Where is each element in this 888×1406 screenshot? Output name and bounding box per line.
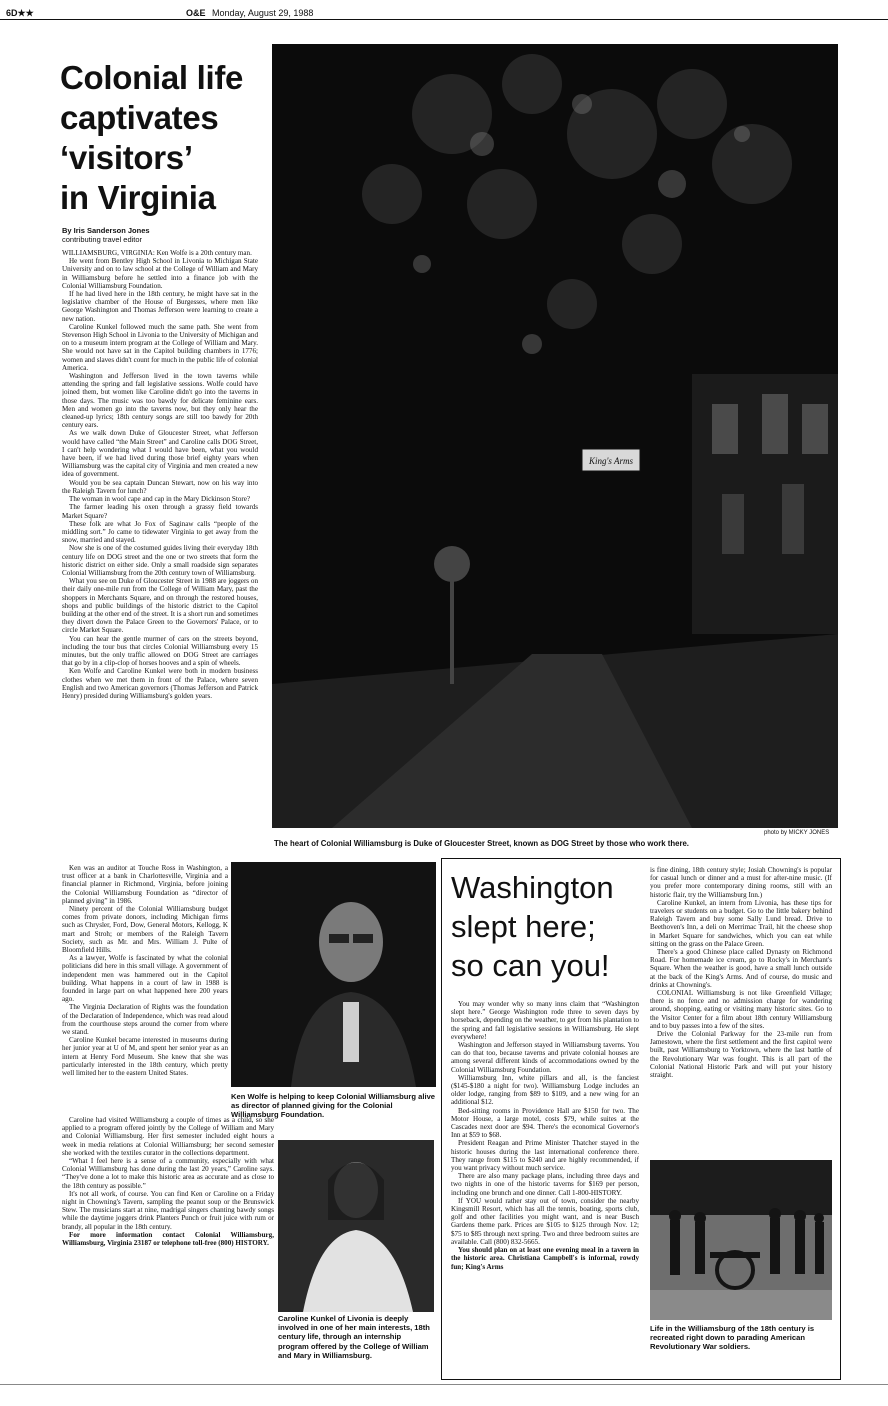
article-headline xyxy=(60,58,260,218)
tavern-sign: King's Arms xyxy=(588,456,634,466)
sidebar-paragraph: Williamsburg Inn, white pillars and all, is the fanciest ($145-$180 a night for two). Williamsburg Lodge includes an older lodge, ranging from $89 to $109, and a new wing for an additional $12. xyxy=(451,1073,639,1107)
soldiers-image xyxy=(650,1160,832,1320)
sidebar-headline xyxy=(451,868,631,985)
portrait-image xyxy=(231,862,436,1087)
article-paragraph: Caroline Kunkel became interested in museums during her junior year at U of M, and spent her senior year as an intern at Henry Ford Museum. She knew that she was particularly interested in the 18th century, which pretty well limited her to the eastern United States. xyxy=(62,1036,228,1078)
sidebar-paragraph: COLONIAL Williamsburg is not like Greenfield Village; there is no fence and no admission charge for wandering around, shopping, eating or visiting many historic sites. Go to the Visitor Center for a film about 18th century Williamsburg and to buy passes into a few of the sites. xyxy=(650,989,832,1030)
headline-line: in Virginia xyxy=(60,179,216,216)
article-paragraph: Washington and Jefferson lived in the town taverns while attending the spring and fall legislative sessions. Wolfe could have joined them, but women like Caroline didn't go into the taverns in those days. The music was too bawdy for delicate feminine ears. Men and women go into the taverns now, but they only hear the cleaned-up lyrics; 18th century songs are still too bawdy for 20th century ears. xyxy=(62,372,258,430)
kunkel-photo xyxy=(278,1140,434,1312)
sidebar-paragraph: Bed-sitting rooms in Providence Hall are $150 for two. The Motor House, a large motel, costs $79, while suites at the Cascades next door are $94. There's the economical Governor's Inn at $59 to $68. xyxy=(451,1106,639,1140)
byline-author: By Iris Sanderson Jones xyxy=(62,226,150,235)
wolfe-photo xyxy=(231,862,436,1087)
article-paragraph: He went from Bentley High School in Livonia to Michigan State University and on to law school at the College of William and Mary in Williamsburg before he settled into a finance job with the Colonial Williamsburg Foundation. xyxy=(62,257,258,290)
headline-line: Washington xyxy=(451,870,614,905)
sidebar-paragraph: There are also many package plans, including three days and two nights in one of the historic taverns for $169 per person, including one brunch and one dinner. Call 1-800-HISTORY. xyxy=(451,1172,639,1197)
article-paragraph: Ken was an auditor at Touche Ross in Washington, a trust officer at a bank in Charlottesville, Virginia and a financial planner in Richmond, Virginia, before joining the Colonial Williamsburg Foundation as “director of planned giving” in 1986. xyxy=(62,864,228,905)
soldiers-photo xyxy=(650,1160,832,1320)
sidebar-paragraph: Drive the Colonial Parkway for the 23-mile run from Jamestown, where the first settlement and the first capitol were built, past Williamsburg to Yorktown, where the last battle of the Revolutionary War was fought. This is all part of the Colonial National Historic Park and will put your history straight. xyxy=(650,1030,832,1080)
article-paragraph: Ninety percent of the Colonial Williamsburg budget comes from private donors, including Michigan firms such as Chrysler, Ford, Dow, General Motors, Kellogg, K mart and Stroh; or members of the Raleigh Tavern Society, such as Mr. and Mrs. William J. Pulte of Bloomfield Hills. xyxy=(62,905,228,955)
article-paragraph: Now she is one of the costumed guides living their everyday 18th century life on DOG street and the one or two streets that form the historic district on either side. Only a small roadside sign separates Colonial Williamsburg from the 20th century town of Williamsburg. xyxy=(62,544,258,577)
article-paragraph: It's not all work, of course. You can find Ken or Caroline on a Friday night in Chowning's Tavern, sampling the peanut soup or the Brunswick Stew. The musicians start at nine, madrigal singers chanting bawdy songs while the daytime joggers drink Planters Punch or fruit juice with rum or brandy, all popular in the 18th century. xyxy=(62,1189,274,1231)
article-paragraph: What you see on Duke of Gloucester Street in 1988 are joggers on their daily one-mile run from the College of William Mary, past the shoppers in Merchants Square, and on through the restored houses, shops and public buildings of the historic district to the Capitol building at the other end of the street. It is a short run and sometimes they divert down the Palace Green to the Governors' Palace, or to circle Market Square. xyxy=(62,577,258,635)
article-paragraph: If he had lived here in the 18th century, he might have sat in the legislative chamber of the House of Burgesses, where men like George Washington and Thomas Jefferson were learning to create a new nation. xyxy=(62,290,258,323)
article-column xyxy=(62,864,228,1114)
wolfe-caption: Ken Wolfe is helping to keep Colonial Williamsburg alive as director of planned giving for the Colonial Williamsburg Foundation. xyxy=(231,1092,436,1120)
article-paragraph: Ken Wolfe and Caroline Kunkel were both in modern business clothes when we met them in front of the Palace, where seven English and two American governors (Thomas Jefferson and Patrick Henry) presided during Williamsburg's golden years. xyxy=(62,667,258,700)
top-rule xyxy=(0,19,888,20)
kunkel-caption: Caroline Kunkel of Livonia is deeply involved in one of her main interests, 18th century life, through an internship program offered by the College of William and Mary in Williamsburg. xyxy=(278,1314,430,1360)
sidebar-paragraph: is fine dining, 18th century style; Josiah Chowning's is popular for casual lunch or dinner and a must for after-nine music. (If you prefer more contemporary dining rooms, still with an historic flair, try the Williamsburg Inn.) xyxy=(650,866,832,899)
byline-title: contributing travel editor xyxy=(62,235,143,244)
article-paragraph: Caroline had visited Williamsburg a couple of times as a child, so she applied to a program offered jointly by the College of William and Mary and Colonial Williamsburg. Her first semester included eight hours a week in media relations at Colonial Williamsburg; her second semester she worked with the textiles curator in the collections department. xyxy=(62,1116,274,1157)
article-paragraph: Caroline Kunkel followed much the same path. She went from Stevenson High School in Livonia to the University of Michigan and on to a museum intern program at the College of William and Mary. She would not have sat in the Capitol building chambers in 1776; women and slaves didn't count for much in the public life of colonial America. xyxy=(62,322,258,372)
issue-date: Monday, August 29, 1988 xyxy=(212,8,314,18)
headline-line: Colonial life xyxy=(60,59,244,96)
article-paragraph: The Virginia Declaration of Rights was the foundation of the Declaration of Independence, which was read aloud from the courthouse steps around the corner from where we stand. xyxy=(62,1003,228,1037)
sidebar-column xyxy=(451,1000,639,1374)
sidebar-column xyxy=(650,866,832,1156)
article-paragraph: The farmer leading his oxen through a grassy field towards Market Square? xyxy=(62,503,258,520)
portrait-image xyxy=(278,1140,434,1312)
article-paragraph: The woman in wool cape and cap in the Mary Dickinson Store? xyxy=(69,495,251,504)
article-paragraph: As we walk down Duke of Gloucester Street, what Jefferson would have called “the Main Street” and Caroline calls DOG Street, I can't help wondering what I would have been, what you would have been, if we had lived during those brief eighty years when Williamsburg was the capital city of Virginia and men created a new idea of government. xyxy=(62,429,258,479)
sidebar-paragraph: President Reagan and Prime Minister Thatcher stayed in the historic houses during the last international conference there. They range from $115 to $240 and are highly recommended, if you want privacy without much service. xyxy=(451,1139,639,1173)
byline xyxy=(62,226,150,244)
article-column xyxy=(62,1116,274,1378)
street-scene-image xyxy=(272,44,838,828)
headline-line: captivates xyxy=(60,99,219,136)
article-column xyxy=(62,249,258,862)
sidebar-paragraph: There's a good Chinese place called Dynasty on Richmond Road. For homemade ice cream, go to Rocky's in Merchant's Square. When the weather is good, have a small lunch outside at the back of the King's Arms. And of course, do music and drinks at Chowning's. xyxy=(650,948,832,989)
bottom-rule xyxy=(0,1384,888,1385)
article-paragraph: WILLIAMSBURG, VIRGINIA: Ken Wolfe is a 20th century man. xyxy=(62,249,252,257)
sidebar-paragraph: Washington and Jefferson stayed in Williamsburg taverns. You can do that too, because taverns and private colonial houses are among several different kinds of accommodations owned by the Colonial Williamsburg Foundation. xyxy=(451,1041,639,1074)
article-paragraph: For more information contact Colonial Williamsburg, Williamsburg, Virginia 23187 or telephone toll-free (800) HISTORY. xyxy=(62,1230,274,1248)
sidebar-paragraph: If YOU would rather stay out of town, consider the nearby Kingsmill Resort, which has all the tennis, boating, sports club, golf and other facilities you might want, and is near Busch Gardens theme park. Prices are $105 to $125 through Nov. 12; $75 to $85 through next spring. Two and three bedroom suites are available. Call (800) 832-5665. xyxy=(451,1196,639,1246)
main-photo xyxy=(272,44,838,828)
article-paragraph: You can hear the gentle murmer of cars on the streets beyond, including the tour bus that circles Colonial Williamsburg every 15 minutes, but the only traffic allowed on DOG Street are carriages that go by in a clip-clop of horses hooves and a spin of wheels. xyxy=(62,634,258,668)
headline-line: so can you! xyxy=(451,948,610,983)
sidebar-paragraph: Caroline Kunkel, an intern from Livonia, has these tips for travelers or students on a budget. Go to the little bakery behind Raleigh Tavern and buy some Sally Lund bread. Drive to Beethoven's Inn, a deli on Merrimac Trail, hit the cheese shop in Market Square for sandwiches, which you can eat while sitting on the grass on the Palace Green. xyxy=(650,898,832,948)
soldiers-caption: Life in the Williamsburg of the 18th century is recreated right down to parading American Revolutionary War soldiers. xyxy=(650,1324,815,1352)
article-paragraph: These folk are what Jo Fox of Saginaw calls “people of the middling sort.” Jo came to tidewater Virginia to get away from the snow, married and stayed. xyxy=(62,519,258,545)
sidebar-paragraph: You may wonder why so many inns claim that “Washington slept here.” George Washington rode three to seven days by horseback, depending on the weather, to get from his plantation to the spring and fall legislative sessions in Williamsburg. He slept everywhere! xyxy=(451,1000,639,1041)
photo-credit: photo by MICKY JONES xyxy=(764,830,830,836)
article-paragraph: As a lawyer, Wolfe is fascinated by what the colonial politicians did here in this small village. A government of independent men was hammered out in the Capitol building. What happens in a court of law in 1988 is founded in large part on what happened here 200 years ago. xyxy=(62,954,228,1004)
headline-line: slept here; xyxy=(451,909,596,944)
page-number: 6D★★ xyxy=(6,8,34,18)
headline-line: ‘visitors’ xyxy=(60,139,193,176)
article-paragraph: “What I feel here is a sense of a community, especially with what Colonial Williamsburg has done during the last 20 years,” Caroline says. “They've done a lot to make this historic area as accurate and as close to the 18th century as possible.” xyxy=(62,1157,274,1190)
section-name: O&E xyxy=(186,8,206,18)
sidebar-paragraph: You should plan on at least one evening meal in a tavern in the historic area. Christiana Campbell's is informal, rowdy fun; King's Arms xyxy=(451,1246,639,1271)
main-photo-caption: The heart of Colonial Williamsburg is Duke of Gloucester Street, known as DOG Street by those who work there. xyxy=(274,839,689,848)
article-paragraph: Would you be sea captain Duncan Stewart, now on his way into the Raleigh Tavern for lunch? xyxy=(62,478,258,495)
